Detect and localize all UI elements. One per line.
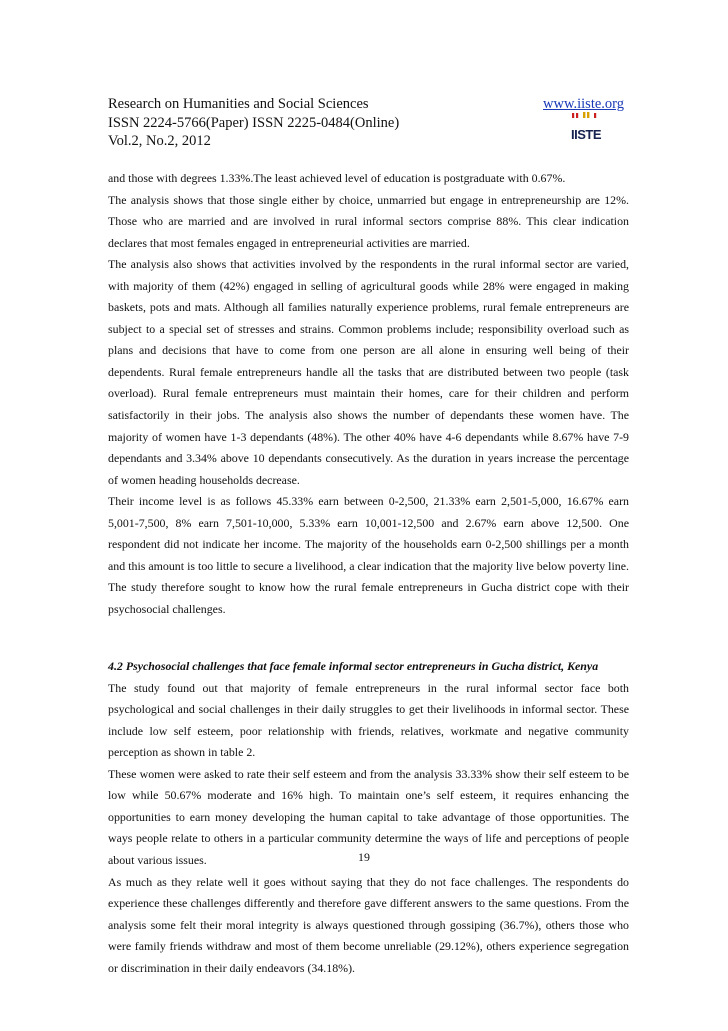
page-number: 19	[358, 850, 370, 864]
logo-gold-bar-2	[587, 112, 589, 118]
spacer	[108, 642, 629, 656]
section-heading: 4.2 Psychosocial challenges that face female informal sector entrepreneurs in Gucha district, Kenya	[108, 659, 599, 674]
paragraph: As much as they relate well it goes without saying that they do not face challenges. The respondents do experience these challenges differently and therefore gave different answers to the same questions. From the analysis some felt their moral integrity is always questioned through gossiping (36.7%), others those who were family friends withdraw and most of them become unreliable (29.12%), others experience segregation or discrimination in their daily endeavors (34.18%).	[108, 874, 629, 975]
logo-red-bar-3	[594, 113, 596, 118]
logo-red-bar-2	[576, 113, 578, 118]
journal-title: Research on Humanities and Social Sciences	[108, 96, 369, 112]
website-link[interactable]: www.iiste.org	[543, 96, 624, 112]
logo-text: IISTE	[570, 127, 602, 142]
issn-line: ISSN 2224-5766(Paper) ISSN 2225-0484(Online)	[108, 114, 400, 131]
paragraph: Their income level is as follows 45.33% earn between 0-2,500, 21.33% earn 2,501-5,000, 16.67% earn 5,001-7,500, 8% earn 7,501-10,000, 5.33% earn 10,001-12,500 and 2.67% earn above 12,500. One respondent did not indicate her income. The majority of the households earn 0-2,500 shillings per a month and this amount is too little to secure a livelihood, a clear indication that the majority live below poverty line. The study therefore sought to know how the rural female entrepreneurs in Gucha district cope with their psychosocial challenges.	[108, 494, 629, 616]
volume-line: Vol.2, No.2, 2012	[108, 133, 211, 149]
paragraph: The analysis shows that those single either by choice, unmarried but engage in entrepreneurship are 12%. Those who are married and are involved in rural informal sectors comprise 88%. This clear indication declares that most females engaged in entrepreneurial activities are married.	[108, 192, 629, 250]
paragraph: and those with degrees 1.33%.The least achieved level of education is postgraduate with 0.67%.	[108, 171, 566, 185]
journal-header	[108, 95, 628, 151]
paragraph: These women were asked to rate their self esteem and from the analysis 33.33% show their self esteem to be low while 50.67% moderate and 16% high. To maintain one’s self esteem, it requires enhancing the opportunities to earn money developing the human capital to take advantage of those opportunities. The ways people relate to others in a particular community determine the ways of life and perceptions of people about various issues.	[108, 766, 629, 867]
paragraph: The analysis also shows that activities involved by the respondents in the rural informal sector are varied, with majority of them (42%) engaged in selling of agricultural goods while 28% were engaged in making baskets, pots and mats. Although all families naturally experience problems, rural female entrepreneurs are subject to a special set of stresses and strains. Common problems include; responsibility overload such as plans and decisions that have to come from one person are all alone in ensuring well being of their dependents. Rural female entrepreneurs handle all the tasks that are distributed between two people (task overload). Rural female entrepreneurs must maintain their homes, care for their children and perform satisfactorily in their jobs. The analysis also shows the number of dependants these women have. The majority of women have 1-3 dependants (48%). The other 40% have 4-6 dependants while 8.67% have 7-9 dependants and 3.34% above 10 dependants consecutively. As the duration in years increase the percentage of women heading households decrease.	[108, 257, 629, 487]
logo-red-bar-1	[572, 113, 574, 118]
iiste-logo	[568, 112, 604, 142]
spacer	[108, 620, 629, 642]
logo-gold-bar-1	[583, 112, 585, 118]
paragraph: The study found out that majority of female entrepreneurs in the rural informal sector face both psychological and social challenges in their daily struggles to get their livelihoods in informal sector. These include low self esteem, poor relationship with friends, relatives, workmate and negative community perception as shown in table 2.	[108, 680, 629, 760]
